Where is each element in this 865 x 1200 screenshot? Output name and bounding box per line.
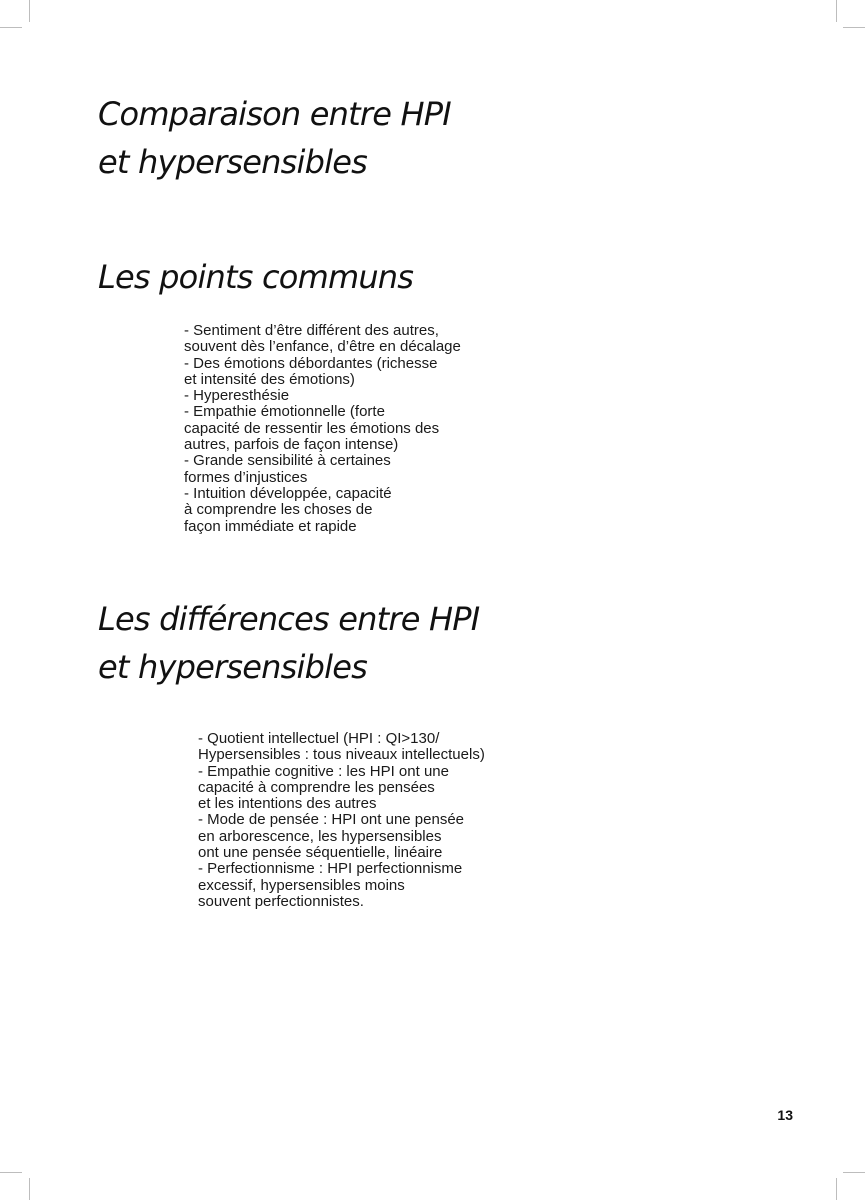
page-title-line: et hypersensibles	[98, 143, 367, 181]
list-line: - Empathie cognitive : les HPI ont une	[198, 762, 449, 780]
crop-mark-bottom-right	[843, 1172, 865, 1173]
list-line: autres, parfois de façon intense)	[184, 436, 399, 454]
list-line: ont une pensée séquentielle, linéaire	[198, 844, 443, 862]
crop-mark-top-right	[836, 0, 837, 22]
list-line: - Des émotions débordantes (richesse	[184, 354, 438, 372]
page-number: 13	[777, 1107, 793, 1123]
list-line: en arborescence, les hypersensibles	[198, 827, 442, 845]
page-title	[98, 90, 451, 186]
crop-mark-top-right	[843, 27, 865, 28]
list-line: - Mode de pensée : HPI ont une pensée	[198, 811, 465, 829]
common-points-heading: Les points communs	[98, 258, 414, 296]
list-line: - Intuition développée, capacité	[184, 484, 392, 502]
crop-mark-bottom-left	[0, 1172, 22, 1173]
list-line: formes d’injustices	[184, 468, 308, 486]
list-line: à comprendre les choses de	[184, 501, 373, 519]
page-title-line: Comparaison entre HPI	[98, 95, 451, 133]
list-line: - Grande sensibilité à certaines	[184, 452, 391, 470]
list-line: excessif, hypersensibles moins	[198, 876, 405, 894]
crop-mark-top-left	[0, 27, 22, 28]
list-line: - Empathie émotionnelle (forte	[184, 403, 385, 421]
crop-mark-bottom-right	[836, 1178, 837, 1200]
crop-mark-top-left	[29, 0, 30, 22]
common-points-list	[184, 323, 461, 535]
differences-heading-line: et hypersensibles	[98, 648, 367, 686]
list-line: - Quotient intellectuel (HPI : QI>130/	[198, 730, 440, 747]
differences-heading	[98, 595, 479, 691]
list-line: et les intentions des autres	[198, 795, 377, 813]
list-line: souvent perfectionnistes.	[198, 892, 364, 910]
list-line: capacité à comprendre les pensées	[198, 778, 435, 796]
list-line: - Sentiment d’être différent des autres,	[184, 322, 439, 339]
list-line: - Perfectionnisme : HPI perfectionnisme	[198, 860, 463, 878]
crop-mark-bottom-left	[29, 1178, 30, 1200]
differences-list	[198, 731, 485, 910]
list-line: souvent dès l’enfance, d’être en décalage	[184, 338, 461, 356]
list-line: et intensité des émotions)	[184, 370, 355, 388]
list-line: - Hyperesthésie	[184, 387, 290, 405]
list-line: Hypersensibles : tous niveaux intellectuels)	[198, 746, 485, 764]
list-line: façon immédiate et rapide	[184, 517, 357, 535]
list-line: capacité de ressentir les émotions des	[184, 419, 440, 437]
differences-heading-line: Les différences entre HPI	[98, 600, 480, 638]
